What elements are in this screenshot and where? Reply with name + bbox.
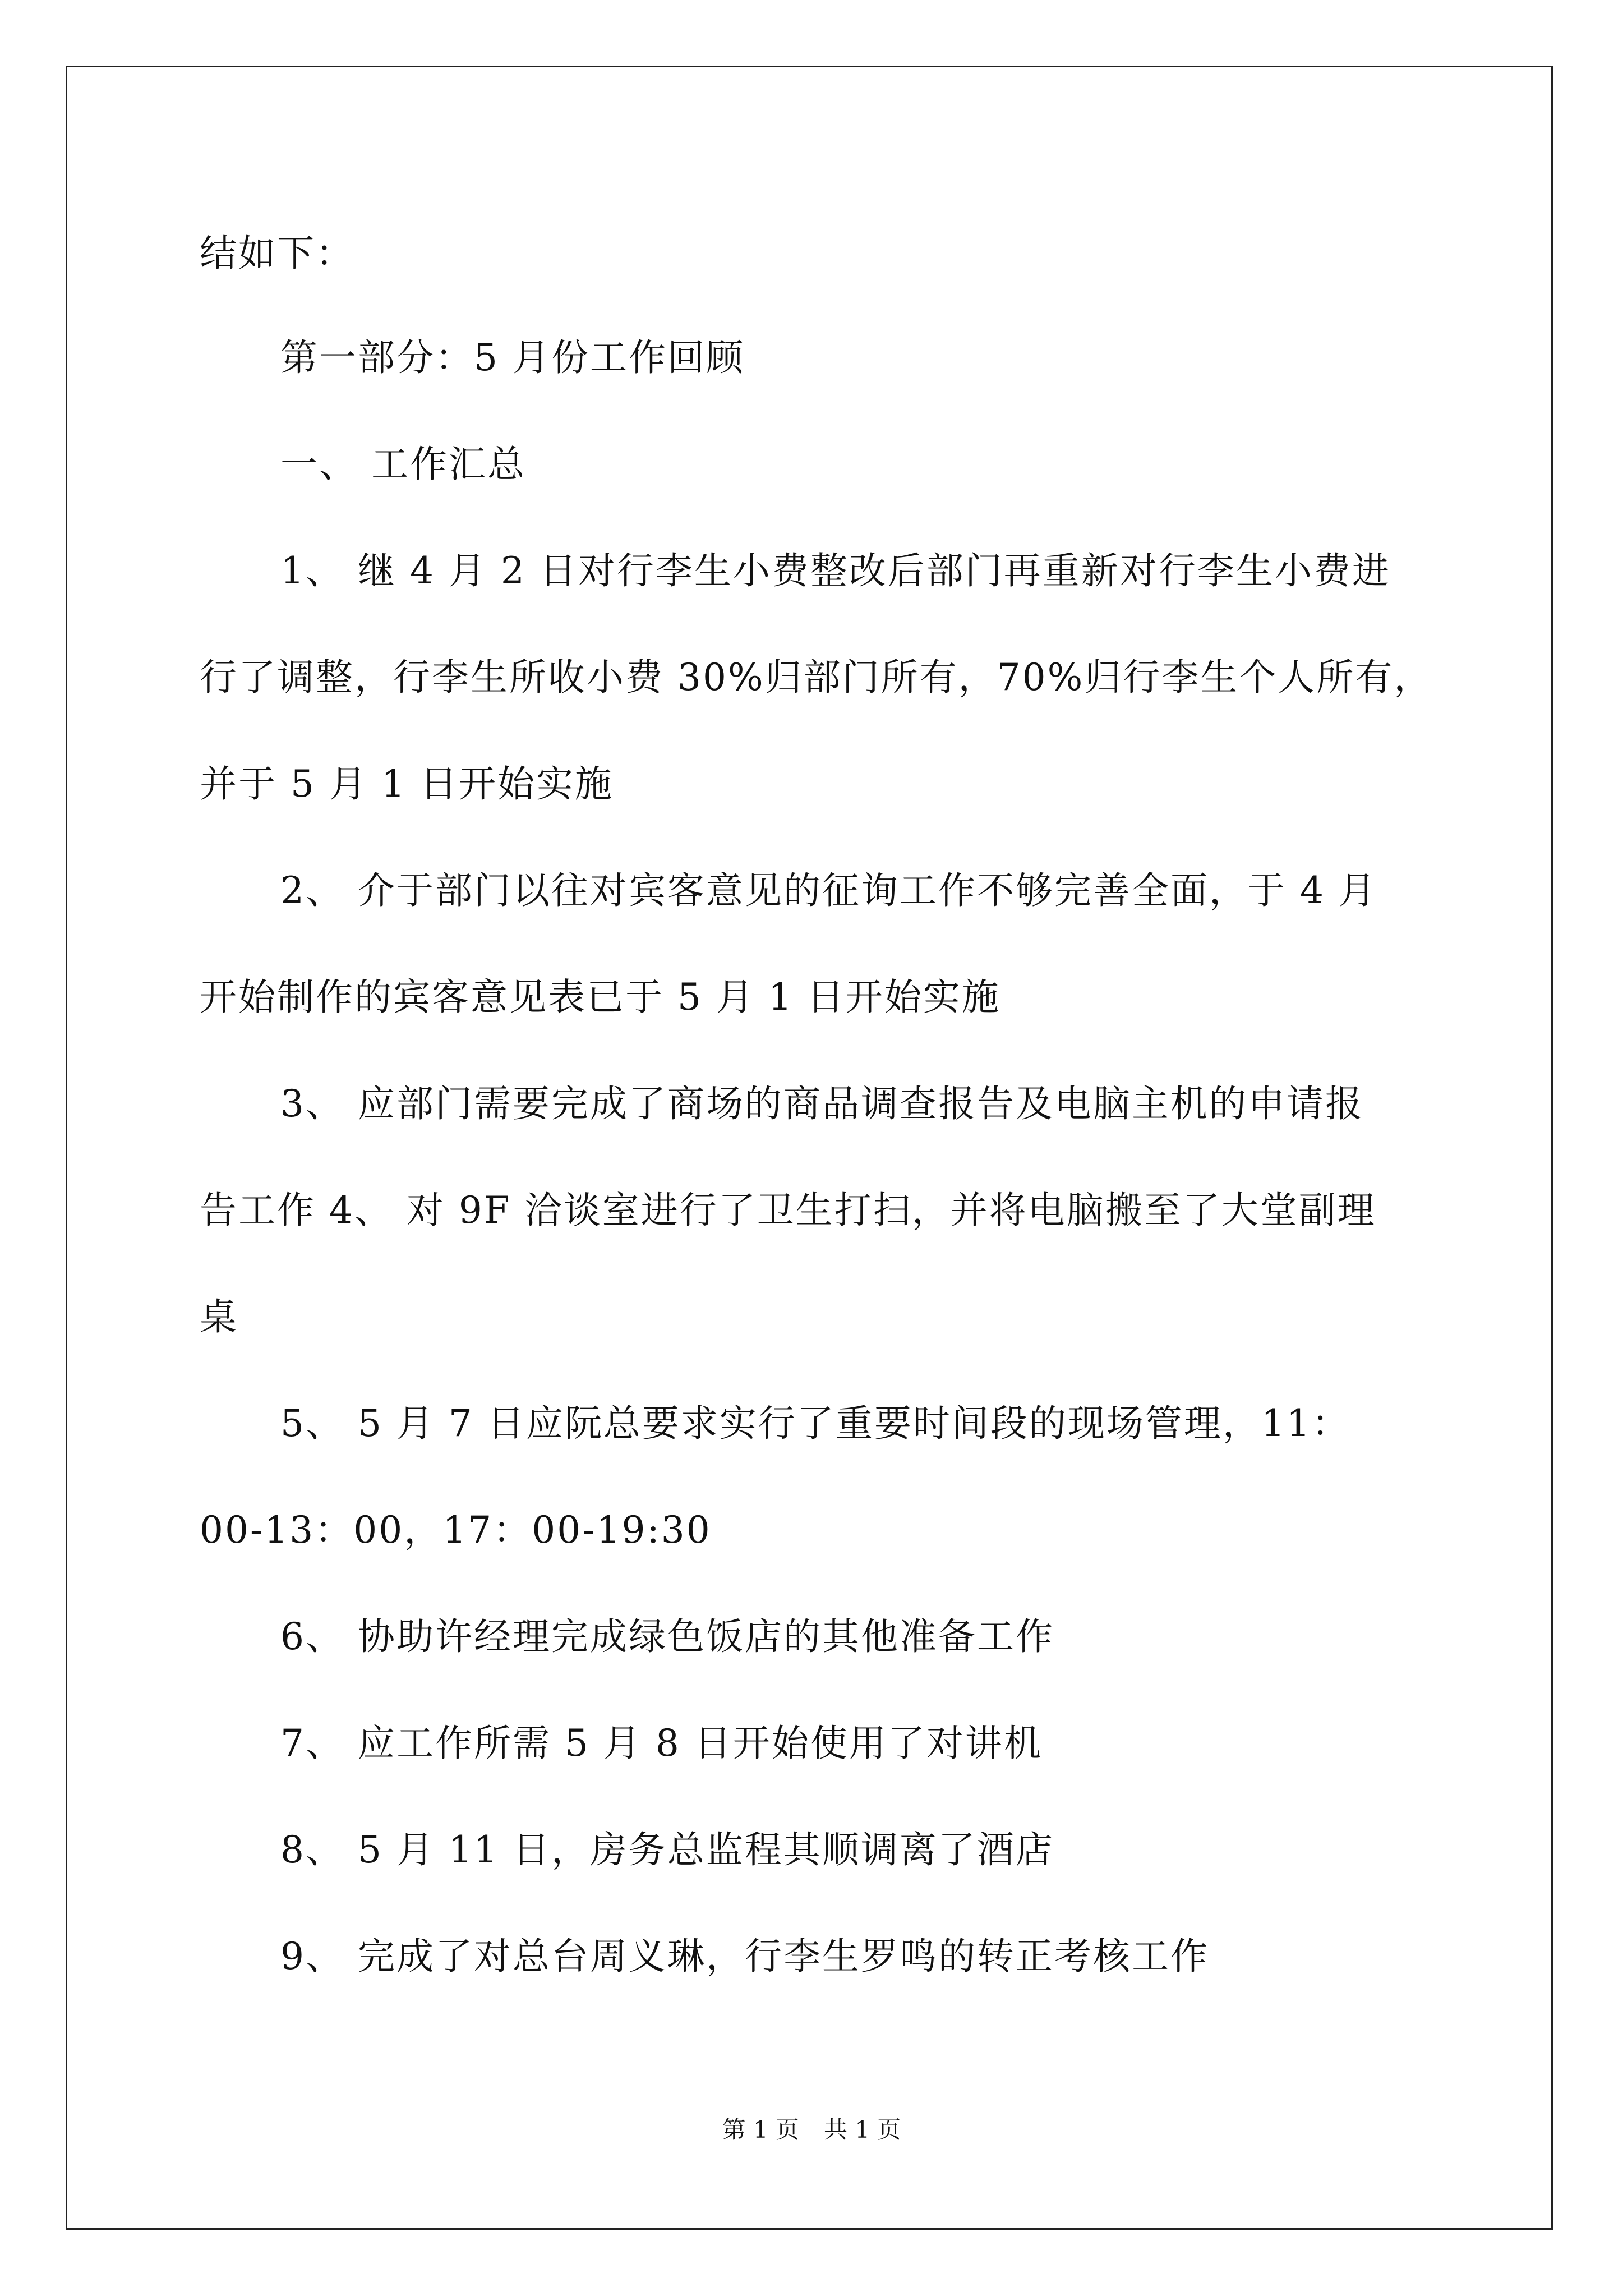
text-line: 桌 — [200, 1295, 238, 1338]
text-line: 7、 应工作所需 5 月 8 日开始使用了对讲机 — [280, 1722, 1043, 1765]
text-line: 行了调整，行李生所收小费 30%归部门所有，70%归行李生个人所有， — [200, 656, 1433, 699]
section-heading: 第一部分：5 月份工作回顾 — [280, 336, 745, 379]
text-line: 1、 继 4 月 2 日对行李生小费整改后部门再重新对行李生小费进 — [280, 549, 1391, 592]
text-line: 5、 5 月 7 日应阮总要求实行了重要时间段的现场管理，11： — [280, 1402, 1350, 1445]
subsection-heading: 一、 工作汇总 — [280, 443, 526, 486]
text-line: 2、 介于部门以往对宾客意见的征询工作不够完善全面，于 4 月 — [280, 869, 1377, 912]
text-line: 6、 协助许经理完成绿色饭店的其他准备工作 — [280, 1615, 1054, 1658]
text-line: 00-13：00，17：00-19:30 — [200, 1508, 712, 1552]
text-line: 并于 5 月 1 日开始实施 — [200, 762, 614, 806]
page-number-current: 第 1 页 — [722, 2116, 799, 2143]
text-line: 结如下： — [200, 232, 354, 275]
page-border — [66, 66, 1553, 2230]
page-footer — [0, 2116, 1623, 2144]
page-number-total: 共 1 页 — [824, 2116, 901, 2143]
text-line: 9、 完成了对总台周义琳，行李生罗鸣的转正考核工作 — [280, 1935, 1209, 1978]
text-line: 开始制作的宾客意见表已于 5 月 1 日开始实施 — [200, 976, 1000, 1019]
text-line: 8、 5 月 11 日，房务总监程其顺调离了酒店 — [280, 1828, 1054, 1871]
text-line: 3、 应部门需要完成了商场的商品调查报告及电脑主机的申请报 — [280, 1082, 1364, 1125]
text-line: 告工作 4、 对 9F 洽谈室进行了卫生打扫，并将电脑搬至了大堂副理 — [200, 1189, 1376, 1232]
